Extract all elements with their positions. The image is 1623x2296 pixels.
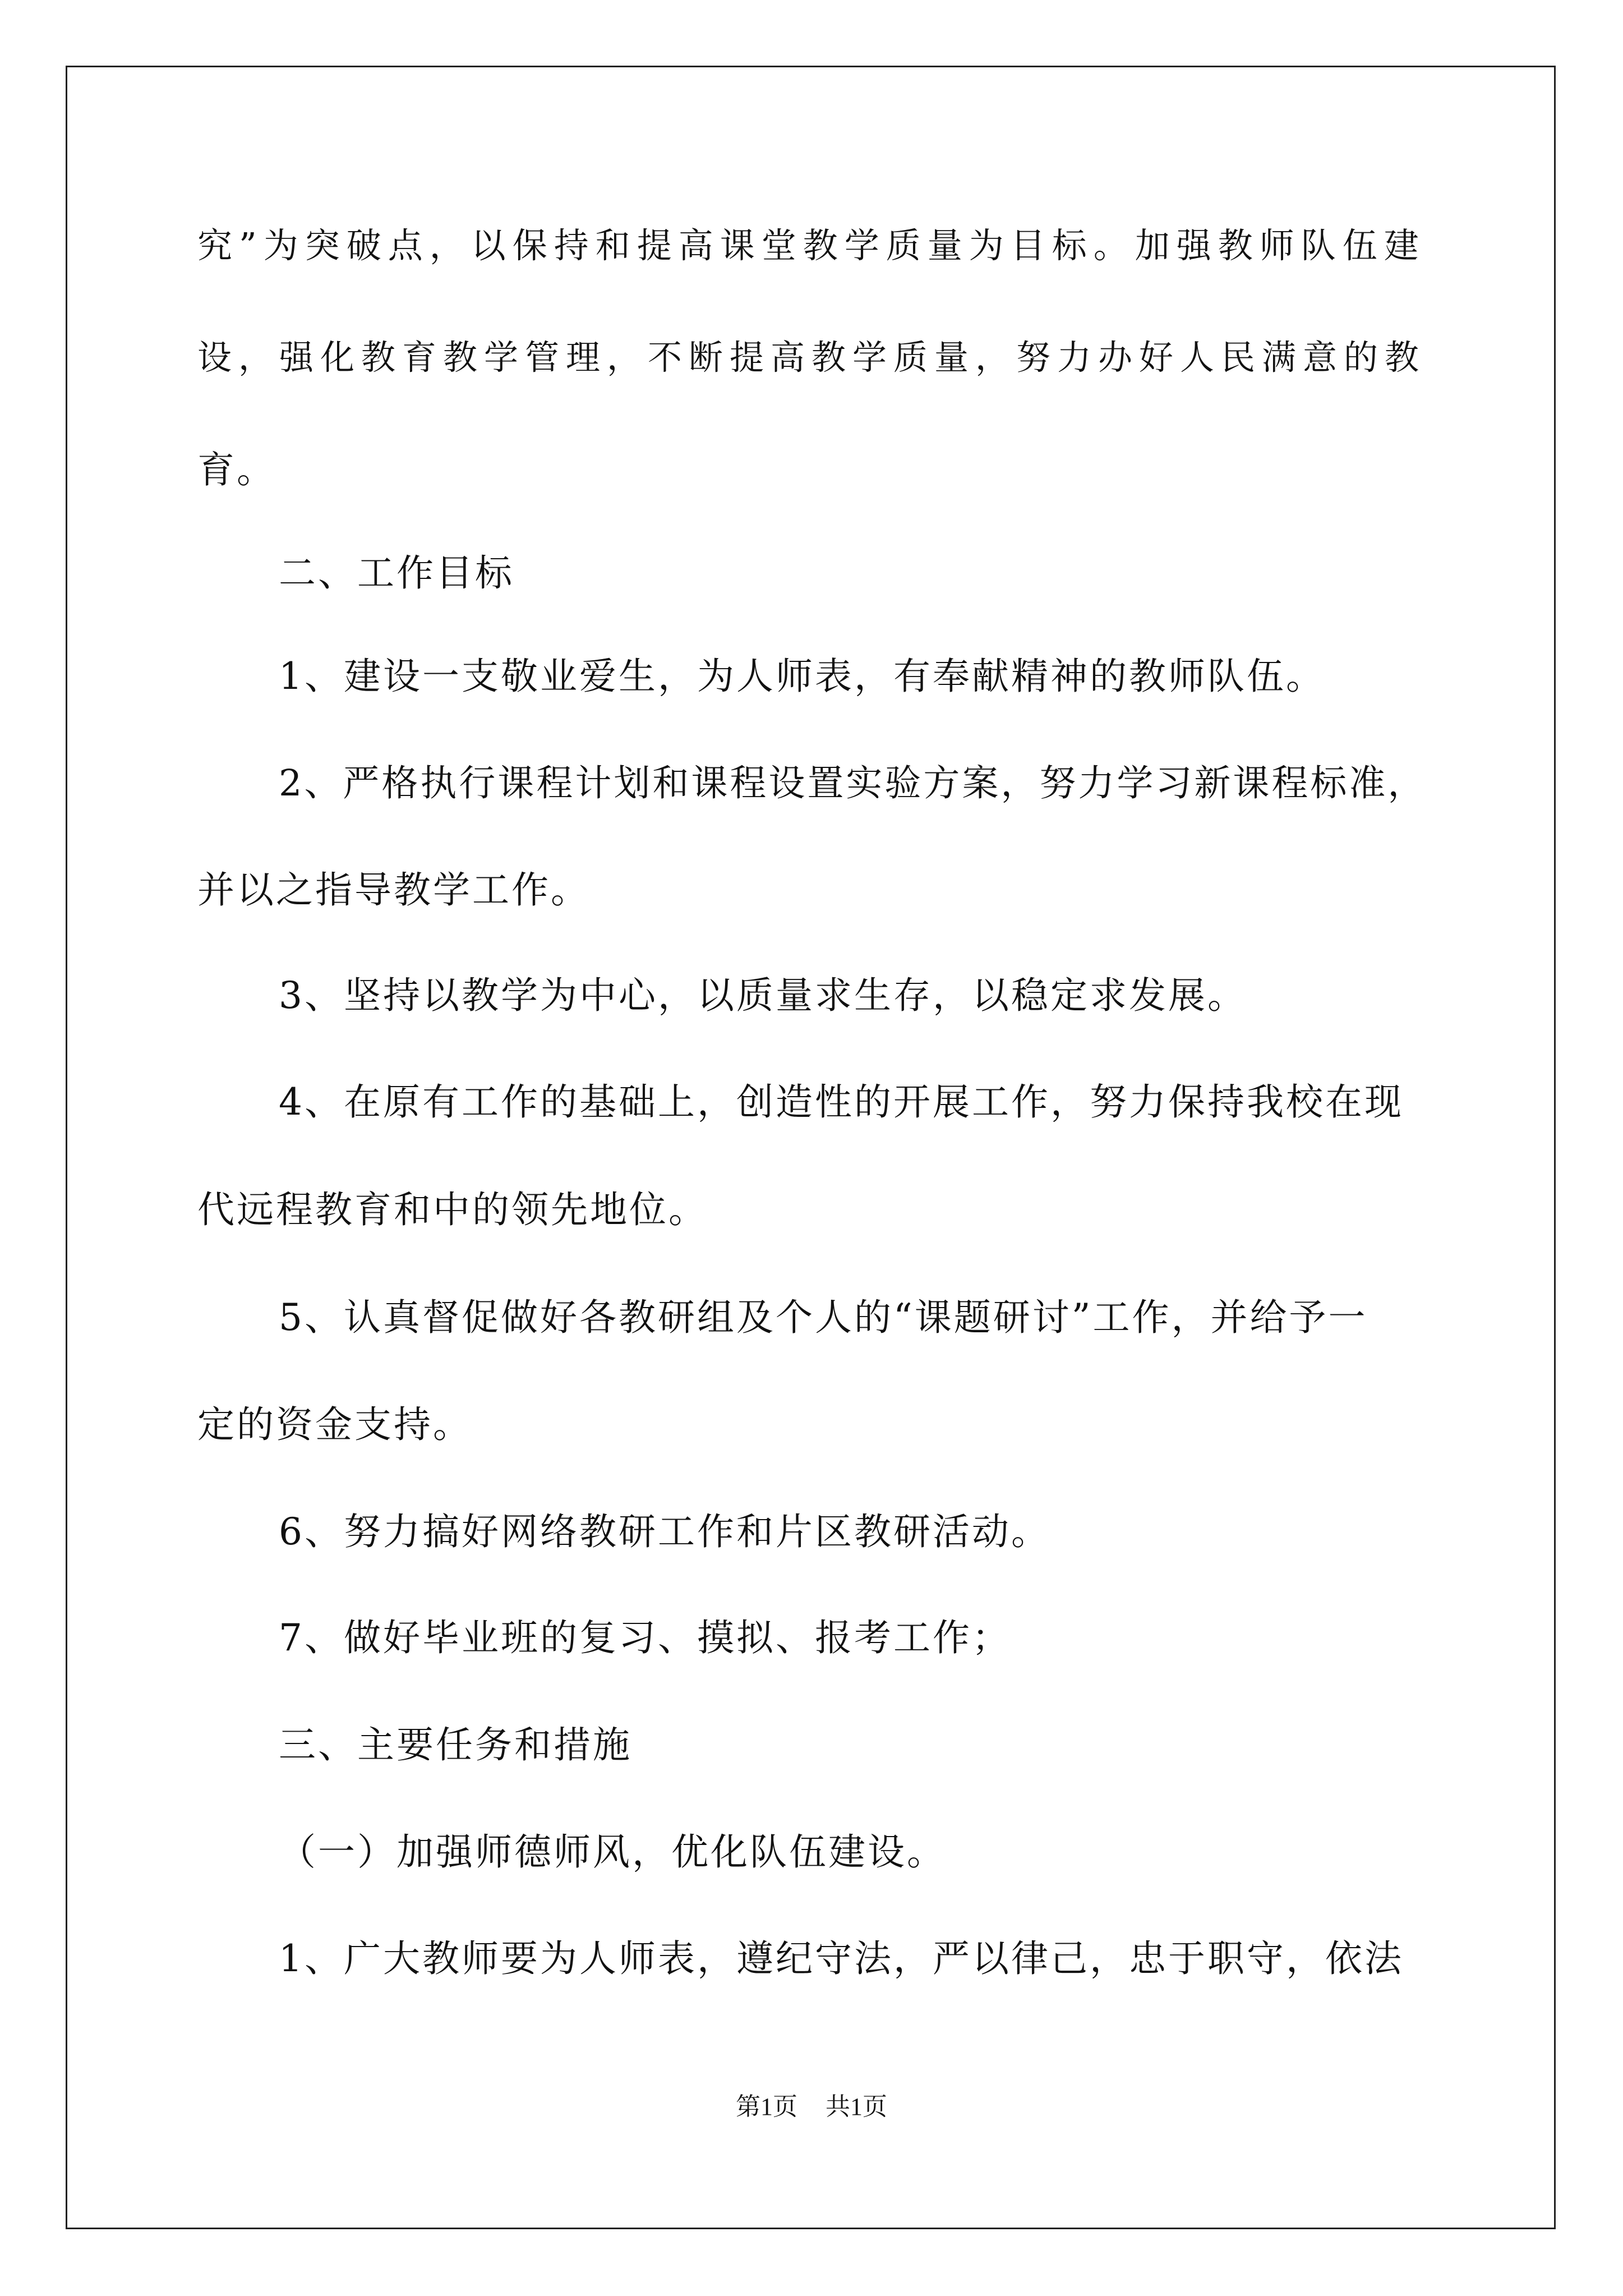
text-line: 2、严格执行课程计划和课程设置实验方案，努力学习新课程标准， bbox=[279, 762, 1427, 804]
text-line: 1、广大教师要为人师表，遵纪守法，严以律己，忠于职守，依法 bbox=[279, 1937, 1404, 1980]
text-line: 设，强化教育教学管理，不断提高教学质量，努力办好人民满意的教 bbox=[197, 338, 1426, 378]
section-heading: 二、工作目标 bbox=[279, 551, 514, 595]
text-line: 究”为突破点，以保持和提高课堂教学质量为目标。加强教师队伍建 bbox=[197, 225, 1426, 266]
text-line: 3、坚持以教学为中心，以质量求生存，以稳定求发展。 bbox=[279, 974, 1247, 1017]
page-number-current: 第1页 bbox=[736, 2093, 797, 2120]
text-line: 并以之指导教学工作。 bbox=[197, 868, 590, 912]
text-line: 代远程教育和中的领先地位。 bbox=[197, 1188, 708, 1231]
page-border bbox=[66, 66, 1556, 2229]
text-line: 5、认真督促做好各教研组及个人的“课题研讨”工作，并给予一 bbox=[279, 1296, 1368, 1339]
text-line: 6、努力搞好网络教研工作和片区教研活动。 bbox=[279, 1510, 1050, 1553]
page-footer bbox=[0, 2091, 1623, 2123]
text-line: 育。 bbox=[197, 448, 276, 491]
subsection-heading: （一）加强师德师风，优化队伍建设。 bbox=[279, 1830, 946, 1874]
section-heading: 三、主要任务和措施 bbox=[279, 1723, 632, 1766]
text-line: 7、做好毕业班的复习、摸拟、报考工作； bbox=[279, 1616, 1011, 1659]
text-line: 1、建设一支敬业爱生，为人师表，有奉献精神的教师队伍。 bbox=[279, 655, 1325, 698]
page-number-total: 共1页 bbox=[826, 2093, 887, 2120]
text-line: 定的资金支持。 bbox=[197, 1403, 472, 1446]
text-line: 4、在原有工作的基础上，创造性的开展工作，努力保持我校在现 bbox=[279, 1080, 1404, 1124]
